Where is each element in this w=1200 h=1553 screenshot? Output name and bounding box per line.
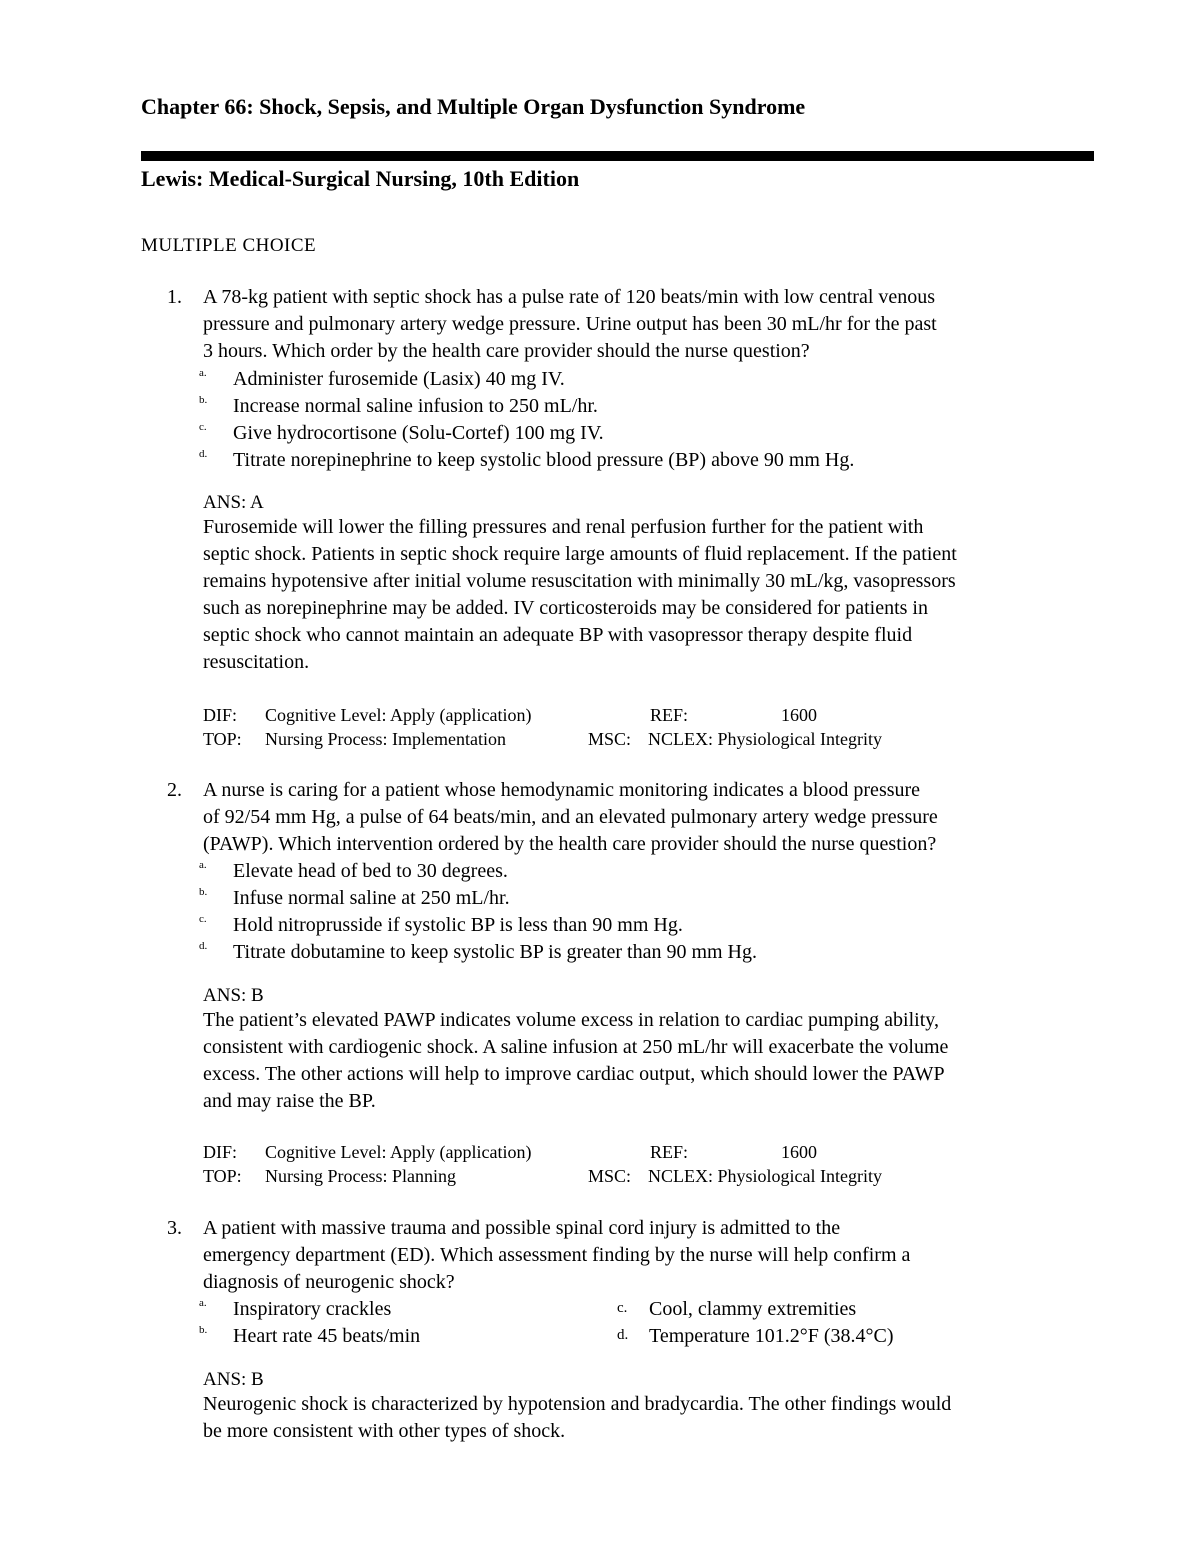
option-d	[0, 1323, 1200, 1350]
rationale	[203, 1391, 951, 1445]
chapter-title: Chapter 66: Shock, Sepsis, and Multiple Organ Dysfunction Syndrome	[141, 94, 806, 119]
rationale-line: remains hypotensive after initial volume resuscitation with minimally 30 mL/kg, vasopressors	[203, 570, 956, 592]
option-letter: b.	[199, 1324, 208, 1336]
top-value: Nursing Process: Planning	[265, 1166, 456, 1186]
option-text: Give hydrocortisone (Solu-Cortef) 100 mg IV.	[233, 422, 604, 444]
top-value: Nursing Process: Implementation	[265, 729, 506, 749]
option-text: Titrate norepinephrine to keep systolic blood pressure (BP) above 90 mm Hg.	[233, 449, 855, 471]
option-text: Infuse normal saline at 250 mL/hr.	[233, 887, 510, 909]
question-number: 1.	[167, 286, 182, 308]
rationale-line: and may raise the BP.	[203, 1090, 376, 1112]
stem-line: of 92/54 mm Hg, a pulse of 64 beats/min, and an elevated pulmonary artery wedge pressure	[203, 806, 938, 828]
option-text: Increase normal saline infusion to 250 mL/hr.	[233, 395, 598, 417]
option-letter: d.	[617, 1327, 629, 1343]
dif-value: Cognitive Level: Apply (application)	[265, 705, 532, 725]
option-text: Administer furosemide (Lasix) 40 mg IV.	[233, 368, 565, 390]
top-label: TOP:	[203, 1166, 242, 1186]
rationale-line: consistent with cardiogenic shock. A saline infusion at 250 mL/hr will exacerbate the volume	[203, 1036, 949, 1058]
answer-key: ANS: A	[203, 492, 264, 513]
ref-value: 1600	[781, 705, 817, 725]
option-letter: c.	[199, 913, 207, 925]
rationale-line: resuscitation.	[203, 651, 310, 673]
answer-key: ANS: B	[203, 985, 264, 1006]
rationale-line: septic shock who cannot maintain an adequate BP with vasopressor therapy despite fluid	[203, 624, 913, 646]
question-metadata	[203, 703, 1103, 751]
msc-label: MSC:	[588, 729, 632, 749]
stem-line: A nurse is caring for a patient whose hemodynamic monitoring indicates a blood pressure	[203, 779, 921, 801]
dif-value: Cognitive Level: Apply (application)	[265, 1142, 532, 1162]
rationale-line: excess. The other actions will help to improve cardiac output, which should lower the PAWP	[203, 1063, 945, 1085]
option-text: Titrate dobutamine to keep systolic BP is greater than 90 mm Hg.	[233, 941, 758, 963]
option-letter: c.	[617, 1300, 628, 1316]
title-rule	[141, 151, 1094, 161]
section-label: MULTIPLE CHOICE	[141, 235, 317, 256]
option-c	[0, 1296, 1200, 1323]
question-stem	[203, 1215, 1103, 1296]
option-text: Cool, clammy extremities	[649, 1298, 857, 1320]
rationale	[203, 1007, 948, 1115]
question-stem	[203, 777, 1103, 858]
stem-line: pressure and pulmonary artery wedge pressure. Urine output has been 30 mL/hr for the past	[203, 313, 937, 335]
option-letter: d.	[199, 448, 208, 460]
question-number: 2.	[167, 779, 182, 801]
option-text: Inspiratory crackles	[233, 1298, 392, 1320]
stem-line: diagnosis of neurogenic shock?	[203, 1271, 455, 1293]
rationale-line: Neurogenic shock is characterized by hypotension and bradycardia. The other findings would	[203, 1393, 952, 1415]
rationale-line: be more consistent with other types of shock.	[203, 1420, 566, 1442]
rationale	[203, 514, 957, 676]
stem-line: A 78-kg patient with septic shock has a pulse rate of 120 beats/min with low central venous	[203, 286, 936, 308]
option-text: Elevate head of bed to 30 degrees.	[233, 860, 508, 882]
option-letter: c.	[199, 421, 207, 433]
rationale-line: The patient’s elevated PAWP indicates volume excess in relation to cardiac pumping ability,	[203, 1009, 939, 1031]
option-letter: d.	[199, 940, 208, 952]
option-text: Heart rate 45 beats/min	[233, 1325, 421, 1347]
rationale-line: septic shock. Patients in septic shock require large amounts of fluid replacement. If the patient	[203, 543, 957, 565]
question-number: 3.	[167, 1217, 182, 1239]
rationale-line: Furosemide will lower the filling pressures and renal perfusion further for the patient with	[203, 516, 924, 538]
dif-label: DIF:	[203, 1142, 238, 1162]
options-list	[0, 1296, 1200, 1350]
stem-line: (PAWP). Which intervention ordered by the health care provider should the nurse question?	[203, 833, 937, 855]
question-metadata	[203, 1140, 1103, 1188]
top-label: TOP:	[203, 729, 242, 749]
option-letter: b.	[199, 394, 208, 406]
stem-line: A patient with massive trauma and possible spinal cord injury is admitted to the	[203, 1217, 841, 1239]
option-letter: b.	[199, 886, 208, 898]
msc-label: MSC:	[588, 1166, 632, 1186]
option-letter: a.	[199, 859, 207, 871]
ref-value: 1600	[781, 1142, 817, 1162]
ref-label: REF:	[650, 1142, 689, 1162]
msc-value: NCLEX: Physiological Integrity	[648, 1166, 882, 1186]
stem-line: 3 hours. Which order by the health care provider should the nurse question?	[203, 340, 810, 362]
question-stem	[203, 284, 1103, 365]
rationale-line: such as norepinephrine may be added. IV corticosteroids may be considered for patients in	[203, 597, 928, 619]
stem-line: emergency department (ED). Which assessment finding by the nurse will help confirm a	[203, 1244, 911, 1266]
answer-key: ANS: B	[203, 1369, 264, 1390]
book-title: Lewis: Medical-Surgical Nursing, 10th Edition	[141, 166, 580, 191]
dif-label: DIF:	[203, 705, 238, 725]
ref-label: REF:	[650, 705, 689, 725]
option-text: Hold nitroprusside if systolic BP is less than 90 mm Hg.	[233, 914, 683, 936]
option-letter: a.	[199, 1297, 207, 1309]
option-text: Temperature 101.2°F (38.4°C)	[649, 1325, 894, 1347]
option-letter: a.	[199, 367, 207, 379]
msc-value: NCLEX: Physiological Integrity	[648, 729, 882, 749]
